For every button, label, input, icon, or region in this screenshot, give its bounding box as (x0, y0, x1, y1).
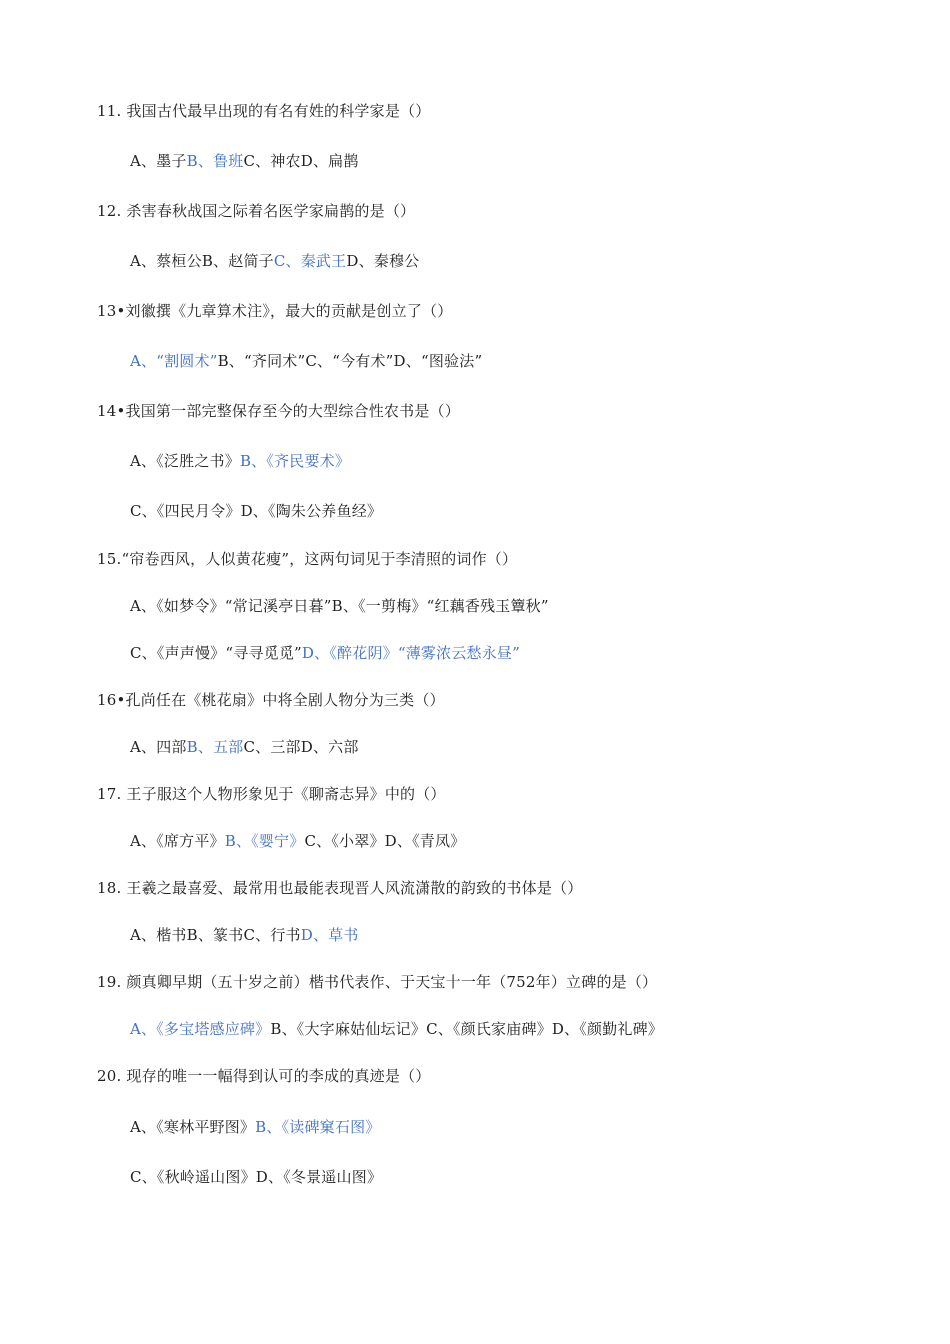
option-text: D、秦穆公 (346, 252, 420, 270)
option-text: C、三部D、六部 (243, 738, 359, 756)
option-text: A、蔡桓公B、赵简子 (130, 252, 274, 270)
question-label: 14•我国第一部完整保存至今的大型综合性农书是（） (97, 402, 460, 420)
correct-answer-option: B、《齐民要术》 (239, 452, 351, 470)
correct-answer-option: B、《婴宁》 (224, 832, 305, 850)
answer-options (130, 737, 359, 757)
correct-answer-option: C、秦武王 (273, 252, 347, 270)
option-text: C、《声声慢》“寻寻觅觅” (130, 644, 302, 662)
answer-options (130, 1019, 663, 1039)
question-label: 19. 颜真卿早期（五十岁之前）楷书代表作、于天宝十一年（752年）立碑的是（） (97, 973, 658, 991)
answer-options (130, 151, 359, 171)
question-text (97, 1066, 430, 1086)
question-text (97, 301, 452, 321)
answer-options (130, 351, 482, 371)
option-text: A、四部 (130, 738, 187, 756)
question-text (97, 690, 445, 710)
question-label: 11. 我国古代最早出现的有名有姓的科学家是（） (97, 102, 431, 120)
correct-answer-option: A、《多宝塔感应碑》 (130, 1020, 271, 1038)
question-text (97, 878, 582, 898)
correct-answer-option: B、五部 (186, 738, 244, 756)
question-text (97, 784, 446, 804)
option-text: A、《寒林平野图》 (130, 1118, 256, 1136)
question-text (97, 101, 430, 121)
question-label: 12. 杀害春秋战国之际着名医学家扁鹊的是（） (97, 202, 416, 220)
option-text: A、《席方平》 (130, 832, 225, 850)
question-label: 17. 王子服这个人物形象见于《聊斋志异》中的（） (97, 785, 446, 803)
answer-options (130, 501, 382, 521)
answer-options (130, 451, 350, 471)
answer-options (130, 643, 520, 663)
answer-options (130, 1167, 382, 1187)
question-text (97, 549, 517, 569)
question-label: 13•刘徽撰《九章算术注》，最大的贡献是创立了（） (97, 302, 453, 320)
correct-answer-option: B、鲁班 (186, 152, 244, 170)
correct-answer-option: D、《醉花阴》“薄雾浓云愁永昼” (301, 644, 520, 662)
question-label: 18. 王羲之最喜爱、最常用也最能表现晋人风流潇散的韵致的书体是（） (97, 879, 583, 897)
option-text: C、《秋岭遥山图》D、《冬景遥山图》 (130, 1168, 383, 1186)
question-label: 16•孔尚任在《桃花扇》中将全剧人物分为三类（） (97, 691, 445, 709)
option-text: C、《小翠》D、《青凤》 (304, 832, 466, 850)
option-text: A、《如梦令》“常记溪亭日暮”B、《一剪梅》“红藕香残玉簟秋” (130, 597, 549, 615)
question-text (97, 401, 460, 421)
question-label: 15.“帘卷西风，人似黄花瘦”，这两句词见于李清照的词作（） (97, 550, 518, 568)
question-text (97, 972, 657, 992)
option-text: A、墨子 (130, 152, 187, 170)
answer-options (130, 925, 359, 945)
option-text: C、神农D、扁鹊 (243, 152, 359, 170)
correct-answer-option: A、“割圆术” (130, 352, 218, 370)
answer-options (130, 251, 419, 271)
option-text: B、“齐同术”C、“今有术”D、“图验法” (217, 352, 483, 370)
question-text (97, 201, 415, 221)
answer-options (130, 596, 549, 616)
option-text: C、《四民月令》D、《陶朱公养鱼经》 (130, 502, 383, 520)
option-text: A、《泛胜之书》 (130, 452, 240, 470)
option-text: B、《大字麻姑仙坛记》C、《颜氏家庙碑》D、《颜勤礼碑》 (270, 1020, 663, 1038)
correct-answer-option: B、《读碑窠石图》 (255, 1118, 381, 1136)
answer-options (130, 1117, 380, 1137)
question-label: 20. 现存的唯一一幅得到认可的李成的真迹是（） (97, 1067, 431, 1085)
option-text: A、楷书B、篆书C、行书 (130, 926, 301, 944)
correct-answer-option: D、草书 (300, 926, 359, 944)
answer-options (130, 831, 465, 851)
